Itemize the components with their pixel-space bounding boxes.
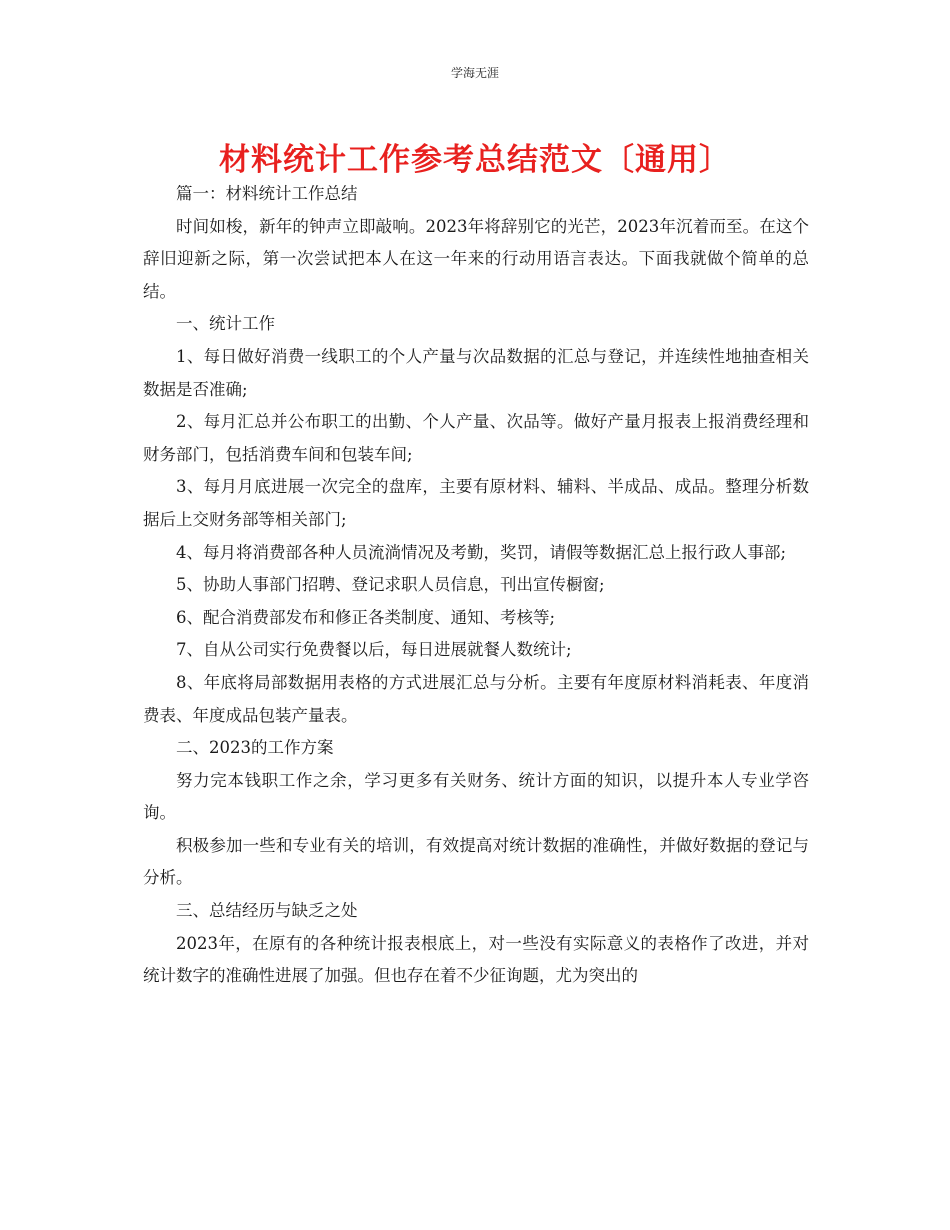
paragraph-section-heading: 篇一：材料统计工作总结 bbox=[176, 184, 358, 203]
paragraph-item-5: 5、协助人事部门招聘、登记求职人员信息，刊出宣传橱窗; bbox=[176, 575, 605, 595]
page-header: 学海无涯 bbox=[450, 66, 499, 80]
paragraph-summary: 2023年，在原有的各种统计报表根底上，对一些没有实际意义的表格作了改进，并对统计数字的准确性进展了加强。但也存在着不少征询题，尤为突出的 bbox=[143, 933, 809, 986]
document-body bbox=[143, 178, 809, 993]
paragraph-item-2: 2、每月汇总并公布职工的出勤、个人产量、次品等。做好产量月报表上报消费经理和财务部门，包括消费车间和包装车间; bbox=[143, 412, 809, 464]
paragraph-item-1: 1、每日做好消费一线职工的个人产量与次品数据的汇总与登记，并连续性地抽查相关数据是否准确; bbox=[143, 346, 809, 399]
paragraph-item-8: 8、年底将局部数据用表格的方式进展汇总与分析。主要有年度原材料消耗表、年度消费表、年度成品包装产量表。 bbox=[143, 672, 809, 725]
paragraph-intro: 时间如梭，新年的钟声立即敲响。2023年将辞别它的光芒，2023年沉着而至。在这个辞旧迎新之际，第一次尝试把本人在这一年来的行动用语言表达。下面我就做个简单的总结。 bbox=[143, 216, 809, 301]
paragraph-heading-3: 三、总结经历与缺乏之处 bbox=[176, 901, 358, 921]
paragraph-item-6: 6、配合消费部发布和修正各类制度、通知、考核等; bbox=[176, 607, 556, 627]
paragraph-plan-1: 努力完本钱职工作之余，学习更多有关财务、统计方面的知识，以提升本人专业学咨询。 bbox=[143, 770, 809, 823]
paragraph-item-7: 7、自从公司实行免费餐以后，每日进展就餐人数统计; bbox=[176, 640, 572, 660]
paragraph-item-3: 3、每月月底进展一次完全的盘库，主要有原材料、辅料、半成品、成品。整理分析数据后上交财务部等相关部门; bbox=[143, 477, 809, 529]
paragraph-plan-2: 积极参加一些和专业有关的培训，有效提高对统计数据的准确性，并做好数据的登记与分析。 bbox=[143, 835, 809, 888]
document-title: 材料统计工作参考总结范文〔通用〕 bbox=[219, 142, 731, 178]
paragraph-heading-1: 一、统计工作 bbox=[176, 314, 275, 334]
paragraph-heading-2: 二、2023的工作方案 bbox=[176, 738, 334, 758]
paragraph-item-4: 4、每月将消费部各种人员流淌情况及考勤，奖罚，请假等数据汇总上报行政人事部; bbox=[176, 542, 787, 562]
